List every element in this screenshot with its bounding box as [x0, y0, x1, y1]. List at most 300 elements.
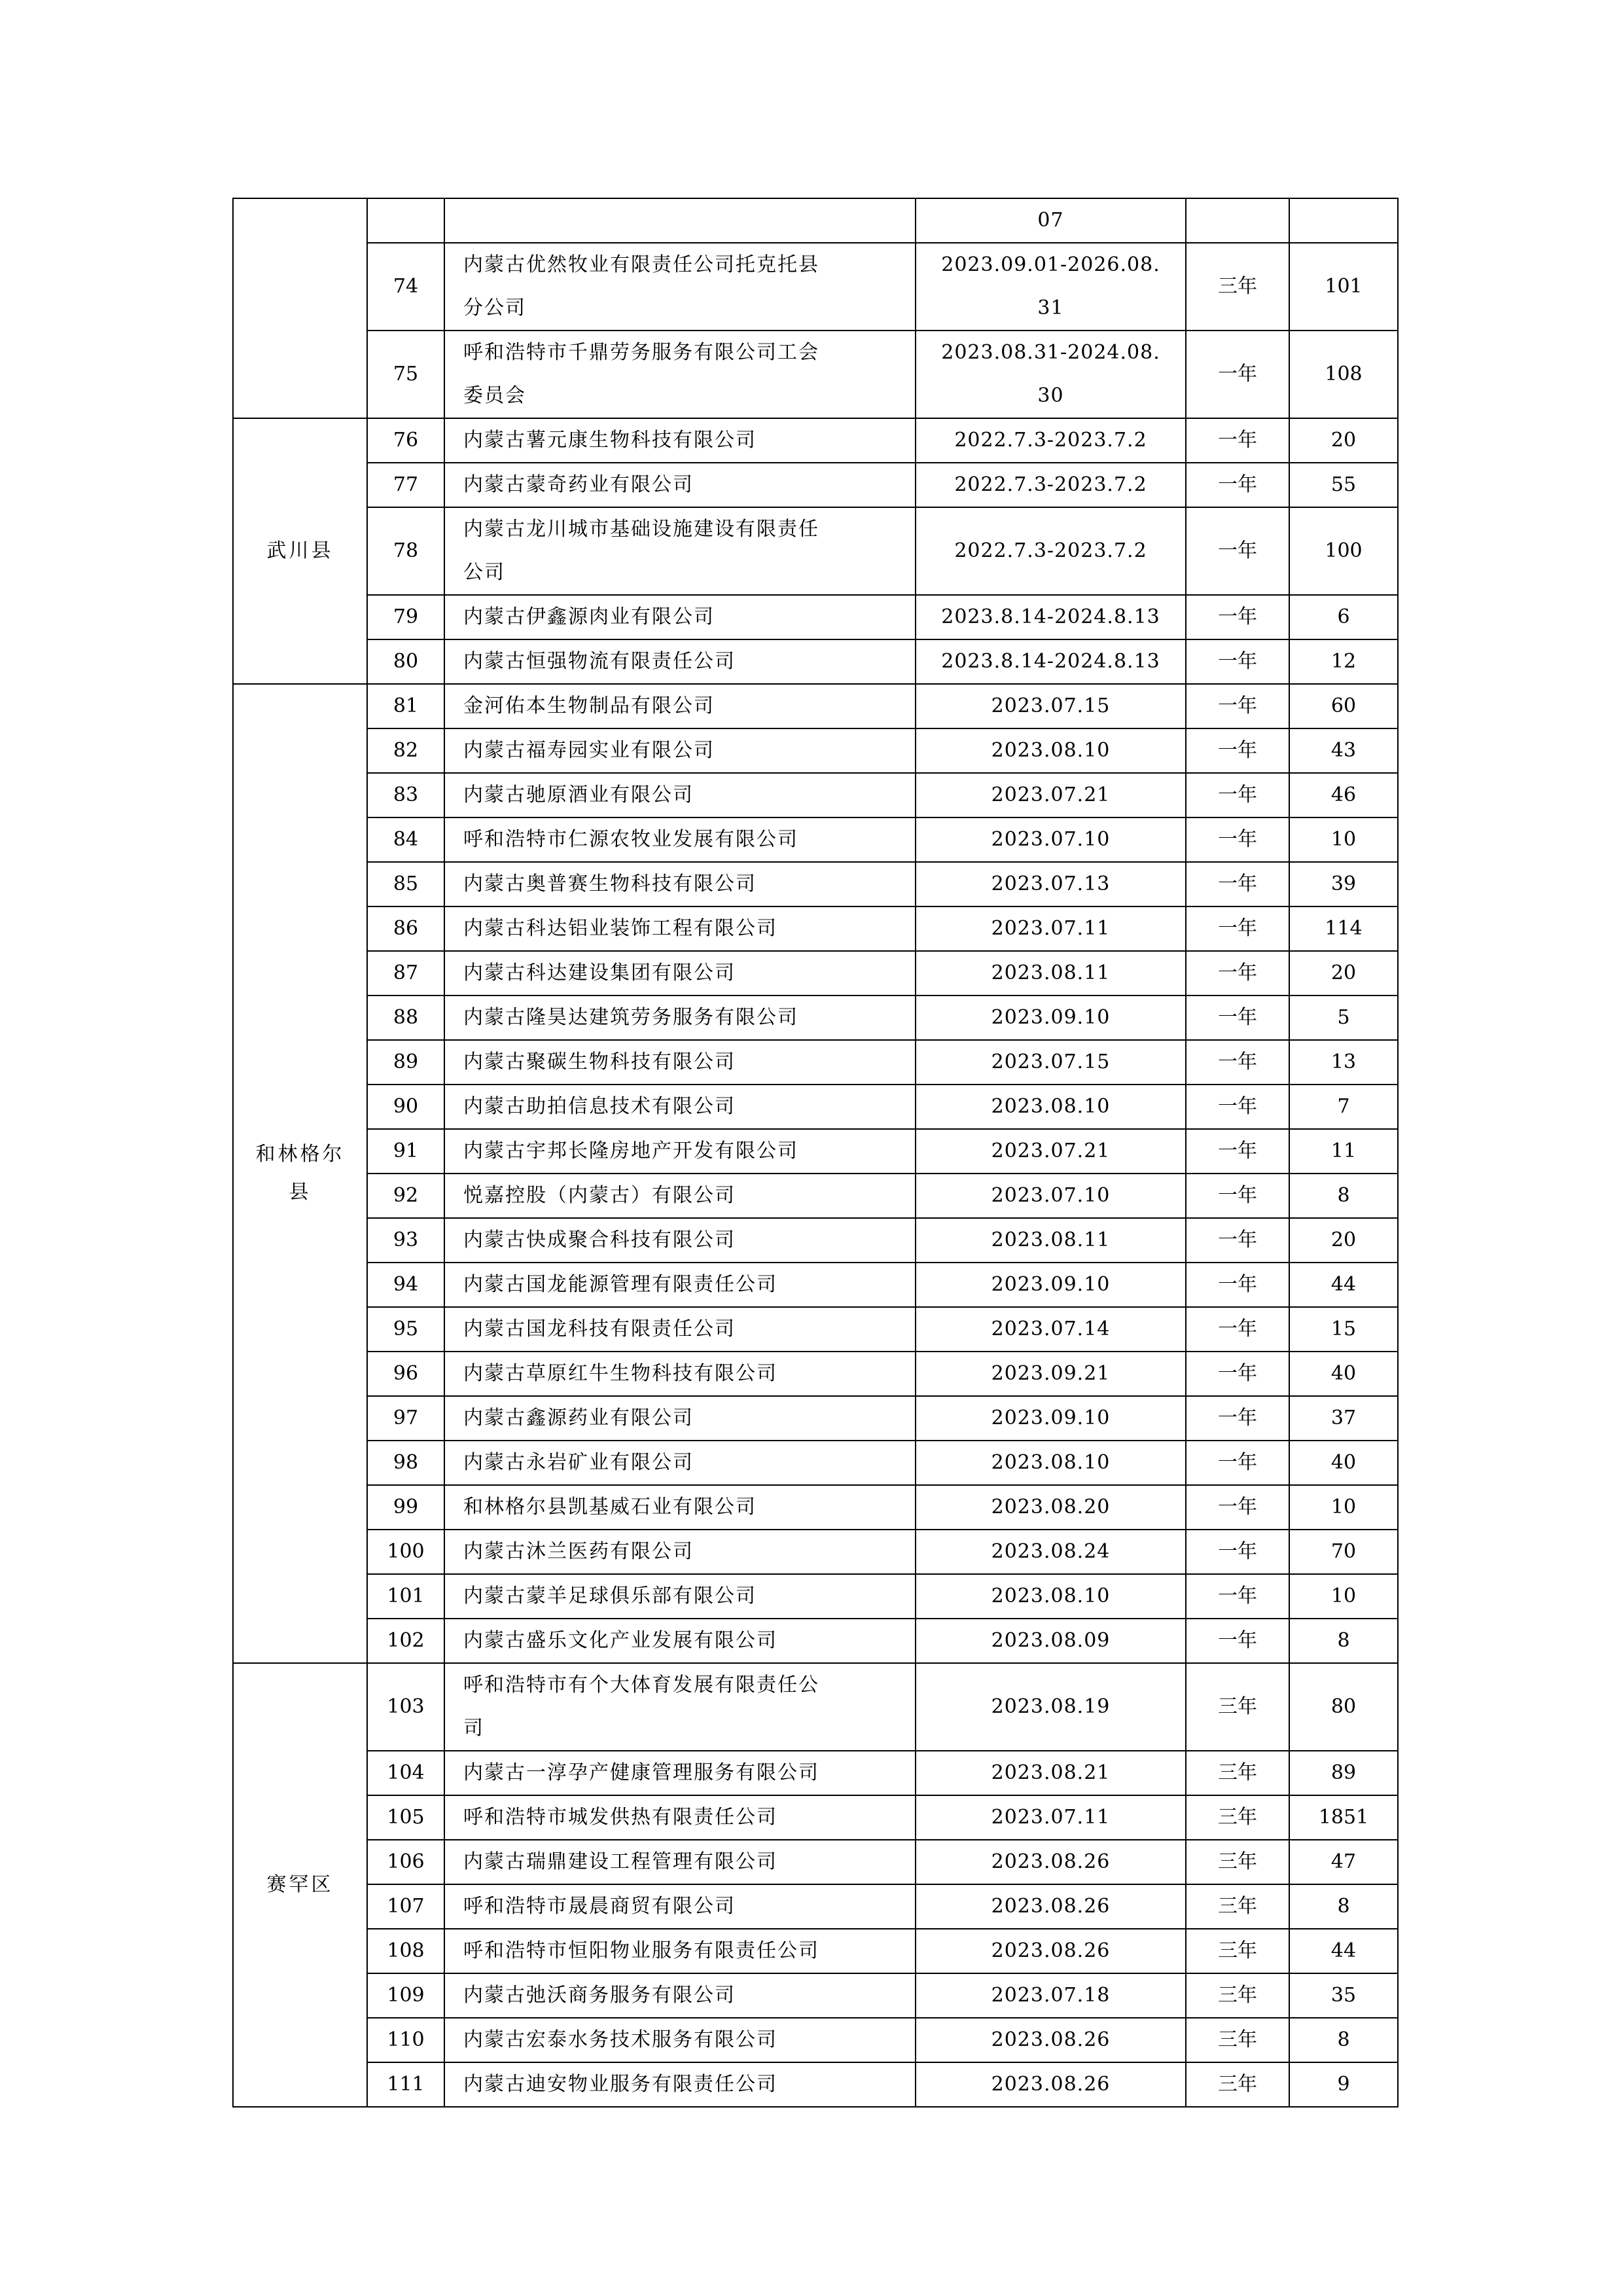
contract-period-cell	[916, 463, 1186, 507]
text-line: 2023.08.26	[991, 2028, 1111, 2051]
table-row	[233, 418, 1398, 463]
term-cell: 三年	[1186, 1840, 1289, 1884]
contract-period-cell	[916, 1663, 1186, 1751]
headcount-cell: 47	[1289, 1840, 1398, 1884]
table-row	[233, 507, 1398, 595]
headcount-cell: 101	[1289, 243, 1398, 331]
contract-period-cell	[916, 1174, 1186, 1218]
headcount-cell: 114	[1289, 906, 1398, 951]
text-line: 武川县	[266, 539, 334, 562]
table-row	[233, 862, 1398, 906]
term-cell: 一年	[1186, 1352, 1289, 1396]
company-name-cell	[444, 1530, 916, 1574]
company-name-cell	[444, 418, 916, 463]
text-line: 内蒙古草原红牛生物科技有限公司	[463, 1362, 777, 1385]
text-line: 内蒙古奥普赛生物科技有限公司	[463, 872, 757, 895]
term-cell: 三年	[1186, 243, 1289, 331]
text-line: 2023.08.26	[991, 1939, 1111, 1962]
table-row	[233, 243, 1398, 331]
text-line: 内蒙古薯元康生物科技有限公司	[463, 429, 757, 452]
serial-number-cell: 85	[367, 862, 444, 906]
text-line: 内蒙古驰原酒业有限公司	[463, 783, 694, 806]
contract-period-cell	[916, 639, 1186, 684]
company-name-cell	[444, 1263, 916, 1307]
text-line: 2023.08.10	[991, 1095, 1111, 1118]
serial-number-cell: 96	[367, 1352, 444, 1396]
headcount-cell: 70	[1289, 1530, 1398, 1574]
table-row	[233, 1574, 1398, 1619]
company-name-cell	[444, 951, 916, 996]
text-line: 2023.08.26	[991, 2073, 1111, 2096]
text-line: 分公司	[463, 296, 526, 319]
contract-period-cell	[916, 1040, 1186, 1085]
table-row	[233, 1884, 1398, 1929]
text-line: 2023.08.10	[991, 1585, 1111, 1607]
table-row	[233, 331, 1398, 418]
text-line: 30	[1037, 384, 1064, 407]
table-row	[233, 1174, 1398, 1218]
text-line: 2023.08.11	[991, 961, 1111, 984]
text-line: 2023.09.10	[991, 1407, 1111, 1429]
table-row	[233, 595, 1398, 639]
term-cell: 一年	[1186, 906, 1289, 951]
serial-number-cell: 80	[367, 639, 444, 684]
company-name-cell	[444, 1929, 916, 1973]
serial-number-cell: 94	[367, 1263, 444, 1307]
serial-number-cell: 101	[367, 1574, 444, 1619]
company-name-cell	[444, 1795, 916, 1840]
text-line: 呼和浩特市千鼎劳务服务有限公司工会	[463, 341, 819, 364]
text-line: 内蒙古迪安物业服务有限责任公司	[463, 2073, 777, 2096]
contract-period-cell	[916, 418, 1186, 463]
serial-number-cell: 111	[367, 2062, 444, 2107]
headcount-cell: 89	[1289, 1751, 1398, 1795]
serial-number-cell: 82	[367, 728, 444, 773]
company-name-cell	[444, 2062, 916, 2107]
serial-number-cell: 100	[367, 1530, 444, 1574]
contract-period-cell	[916, 243, 1186, 331]
text-line: 2022.7.3-2023.7.2	[954, 473, 1147, 496]
text-line: 内蒙古一淳孕产健康管理服务有限公司	[463, 1761, 819, 1784]
serial-number-cell: 84	[367, 817, 444, 862]
text-line: 内蒙古国龙科技有限责任公司	[463, 1318, 736, 1340]
term-cell: 三年	[1186, 1751, 1289, 1795]
headcount-cell	[1289, 198, 1398, 243]
serial-number-cell: 93	[367, 1218, 444, 1263]
term-cell: 一年	[1186, 1040, 1289, 1085]
serial-number-cell: 110	[367, 2018, 444, 2062]
headcount-cell: 15	[1289, 1307, 1398, 1352]
text-line: 内蒙古鑫源药业有限公司	[463, 1407, 694, 1429]
serial-number-cell: 102	[367, 1619, 444, 1663]
headcount-cell: 40	[1289, 1352, 1398, 1396]
company-name-cell	[444, 595, 916, 639]
text-line: 内蒙古助拍信息技术有限公司	[463, 1095, 736, 1118]
company-name-cell	[444, 862, 916, 906]
text-line: 内蒙古宇邦长隆房地产开发有限公司	[463, 1139, 798, 1162]
headcount-cell: 43	[1289, 728, 1398, 773]
contract-period-cell	[916, 331, 1186, 418]
table-row	[233, 1929, 1398, 1973]
serial-number-cell: 79	[367, 595, 444, 639]
contract-period-cell	[916, 773, 1186, 817]
table-row	[233, 773, 1398, 817]
company-name-cell	[444, 507, 916, 595]
contract-period-cell	[916, 1307, 1186, 1352]
term-cell: 一年	[1186, 1530, 1289, 1574]
term-cell	[1186, 198, 1289, 243]
headcount-cell: 8	[1289, 2018, 1398, 2062]
text-line: 内蒙古蒙奇药业有限公司	[463, 473, 694, 496]
text-line: 和林格尔县凯基威石业有限公司	[463, 1496, 757, 1518]
serial-number-cell: 98	[367, 1441, 444, 1485]
contract-period-cell	[916, 1619, 1186, 1663]
text-line: 2023.08.10	[991, 739, 1111, 762]
text-line: 2023.07.11	[991, 1806, 1111, 1829]
serial-number-cell: 99	[367, 1485, 444, 1530]
headcount-cell: 10	[1289, 1485, 1398, 1530]
text-line: 2023.08.09	[991, 1629, 1111, 1652]
company-name-cell	[444, 243, 916, 331]
contract-period-cell	[916, 1840, 1186, 1884]
company-name-cell	[444, 1441, 916, 1485]
headcount-cell: 8	[1289, 1884, 1398, 1929]
serial-number-cell: 90	[367, 1085, 444, 1129]
contract-period-cell	[916, 817, 1186, 862]
contract-period-cell	[916, 1085, 1186, 1129]
company-name-cell	[444, 1218, 916, 1263]
text-line: 内蒙古沐兰医药有限公司	[463, 1540, 694, 1563]
contract-period-cell	[916, 1574, 1186, 1619]
table-row	[233, 1129, 1398, 1174]
term-cell: 三年	[1186, 1973, 1289, 2018]
headcount-cell: 8	[1289, 1174, 1398, 1218]
company-name-cell	[444, 684, 916, 728]
headcount-cell: 80	[1289, 1663, 1398, 1751]
headcount-cell: 44	[1289, 1263, 1398, 1307]
contract-period-cell	[916, 1485, 1186, 1530]
contract-period-cell	[916, 951, 1186, 996]
text-line: 内蒙古恒强物流有限责任公司	[463, 650, 736, 673]
text-line: 委员会	[463, 384, 526, 407]
text-line: 赛罕区	[266, 1873, 334, 1896]
headcount-cell: 20	[1289, 418, 1398, 463]
headcount-cell: 40	[1289, 1441, 1398, 1485]
contract-period-cell	[916, 1441, 1186, 1485]
text-line: 内蒙古宏泰水务技术服务有限公司	[463, 2028, 777, 2051]
table-row	[233, 1663, 1398, 1751]
text-line: 2023.07.18	[991, 1984, 1111, 2007]
company-name-cell	[444, 639, 916, 684]
company-name-cell	[444, 1352, 916, 1396]
table-row	[233, 1085, 1398, 1129]
serial-number-cell: 77	[367, 463, 444, 507]
headcount-cell: 39	[1289, 862, 1398, 906]
headcount-cell: 37	[1289, 1396, 1398, 1441]
contract-period-cell	[916, 996, 1186, 1040]
term-cell: 三年	[1186, 1884, 1289, 1929]
contract-period-cell	[916, 862, 1186, 906]
company-name-cell	[444, 906, 916, 951]
term-cell: 一年	[1186, 1396, 1289, 1441]
text-line: 07	[1037, 209, 1064, 232]
headcount-cell: 1851	[1289, 1795, 1398, 1840]
text-line: 2023.07.10	[991, 1184, 1111, 1207]
term-cell: 一年	[1186, 1441, 1289, 1485]
term-cell: 三年	[1186, 2018, 1289, 2062]
text-line: 金河佑本生物制品有限公司	[463, 694, 715, 717]
table-row	[233, 2018, 1398, 2062]
company-name-cell	[444, 1574, 916, 1619]
term-cell: 一年	[1186, 1218, 1289, 1263]
serial-number-cell: 106	[367, 1840, 444, 1884]
table-row	[233, 463, 1398, 507]
headcount-cell: 10	[1289, 817, 1398, 862]
headcount-cell: 13	[1289, 1040, 1398, 1085]
serial-number-cell: 92	[367, 1174, 444, 1218]
term-cell: 一年	[1186, 773, 1289, 817]
table-row	[233, 1040, 1398, 1085]
text-line: 悦嘉控股（内蒙古）有限公司	[463, 1184, 736, 1207]
contract-period-cell	[916, 198, 1186, 243]
text-line: 2023.07.15	[991, 694, 1111, 717]
headcount-cell: 20	[1289, 1218, 1398, 1263]
text-line: 内蒙古盛乐文化产业发展有限公司	[463, 1629, 777, 1652]
company-name-cell	[444, 1085, 916, 1129]
contract-period-cell	[916, 1352, 1186, 1396]
text-line: 2023.07.21	[991, 1139, 1111, 1162]
text-line: 2023.07.13	[991, 872, 1111, 895]
table-row	[233, 951, 1398, 996]
serial-number-cell: 103	[367, 1663, 444, 1751]
text-line: 2023.08.10	[991, 1451, 1111, 1474]
term-cell: 一年	[1186, 817, 1289, 862]
contract-period-cell	[916, 2062, 1186, 2107]
text-line: 31	[1037, 296, 1064, 319]
serial-number-cell: 107	[367, 1884, 444, 1929]
company-name-cell	[444, 463, 916, 507]
term-cell: 一年	[1186, 1619, 1289, 1663]
headcount-cell: 35	[1289, 1973, 1398, 2018]
table-row	[233, 1263, 1398, 1307]
text-line: 2023.09.10	[991, 1273, 1111, 1296]
headcount-cell: 5	[1289, 996, 1398, 1040]
text-line: 内蒙古快成聚合科技有限公司	[463, 1229, 736, 1251]
text-line: 内蒙古科达建设集团有限公司	[463, 961, 736, 984]
text-line: 2023.08.24	[991, 1540, 1111, 1563]
headcount-cell: 20	[1289, 951, 1398, 996]
text-line: 内蒙古国龙能源管理有限责任公司	[463, 1273, 777, 1296]
company-name-cell	[444, 1129, 916, 1174]
text-line: 2023.07.11	[991, 917, 1111, 940]
text-line: 内蒙古瑞鼎建设工程管理有限公司	[463, 1850, 777, 1873]
company-name-cell	[444, 996, 916, 1040]
text-line: 2023.08.31-2024.08.	[941, 341, 1160, 364]
text-line: 和林格尔	[255, 1143, 345, 1166]
serial-number-cell: 104	[367, 1751, 444, 1795]
company-name-cell	[444, 817, 916, 862]
term-cell: 一年	[1186, 1307, 1289, 1352]
text-line: 内蒙古弛沃商务服务有限公司	[463, 1984, 736, 2007]
term-cell: 三年	[1186, 1795, 1289, 1840]
contract-period-cell	[916, 906, 1186, 951]
contract-period-cell	[916, 728, 1186, 773]
headcount-cell: 12	[1289, 639, 1398, 684]
headcount-cell: 60	[1289, 684, 1398, 728]
text-line: 呼和浩特市恒阳物业服务有限责任公司	[463, 1939, 819, 1962]
term-cell: 一年	[1186, 684, 1289, 728]
text-line: 呼和浩特市晟晨商贸有限公司	[463, 1895, 736, 1918]
table-row	[233, 1840, 1398, 1884]
term-cell: 一年	[1186, 728, 1289, 773]
company-name-cell	[444, 1884, 916, 1929]
region-cell	[233, 198, 367, 418]
text-line: 呼和浩特市城发供热有限责任公司	[463, 1806, 777, 1829]
table-row	[233, 1795, 1398, 1840]
contract-period-cell	[916, 1929, 1186, 1973]
region-cell	[233, 418, 367, 684]
text-line: 呼和浩特市有个大体育发展有限责任公	[463, 1674, 819, 1696]
serial-number-cell: 78	[367, 507, 444, 595]
text-line: 2023.8.14-2024.8.13	[941, 650, 1160, 673]
serial-number-cell: 76	[367, 418, 444, 463]
table-row	[233, 1973, 1398, 2018]
table-row	[233, 728, 1398, 773]
contract-period-cell	[916, 1129, 1186, 1174]
company-name-cell	[444, 1663, 916, 1751]
table-row	[233, 1307, 1398, 1352]
term-cell: 一年	[1186, 418, 1289, 463]
headcount-cell: 10	[1289, 1574, 1398, 1619]
text-line: 内蒙古龙川城市基础设施建设有限责任	[463, 518, 819, 541]
text-line: 司	[463, 1717, 484, 1740]
text-line: 内蒙古科达铝业装饰工程有限公司	[463, 917, 777, 940]
serial-number-cell: 95	[367, 1307, 444, 1352]
term-cell: 一年	[1186, 862, 1289, 906]
serial-number-cell: 83	[367, 773, 444, 817]
table-row	[233, 1619, 1398, 1663]
table-row	[233, 639, 1398, 684]
serial-number-cell: 74	[367, 243, 444, 331]
term-cell: 一年	[1186, 1574, 1289, 1619]
headcount-cell: 9	[1289, 2062, 1398, 2107]
text-line: 内蒙古福寿园实业有限公司	[463, 739, 715, 762]
table-row	[233, 1352, 1398, 1396]
company-name-cell	[444, 331, 916, 418]
serial-number-cell	[367, 198, 444, 243]
contract-period-cell	[916, 1884, 1186, 1929]
table-row	[233, 817, 1398, 862]
table-body	[233, 198, 1398, 2107]
headcount-cell: 44	[1289, 1929, 1398, 1973]
term-cell: 三年	[1186, 1663, 1289, 1751]
contract-period-cell	[916, 507, 1186, 595]
company-name-cell	[444, 2018, 916, 2062]
headcount-cell: 7	[1289, 1085, 1398, 1129]
serial-number-cell: 75	[367, 331, 444, 418]
contract-period-cell	[916, 1530, 1186, 1574]
text-line: 2023.08.26	[991, 1895, 1111, 1918]
serial-number-cell: 105	[367, 1795, 444, 1840]
contract-table	[232, 198, 1399, 2108]
headcount-cell: 46	[1289, 773, 1398, 817]
text-line: 内蒙古伊鑫源肉业有限公司	[463, 605, 715, 628]
term-cell: 一年	[1186, 1129, 1289, 1174]
term-cell: 一年	[1186, 595, 1289, 639]
text-line: 2023.8.14-2024.8.13	[941, 605, 1160, 628]
text-line: 内蒙古隆昊达建筑劳务服务有限公司	[463, 1006, 798, 1029]
serial-number-cell: 97	[367, 1396, 444, 1441]
serial-number-cell: 109	[367, 1973, 444, 2018]
text-line: 2022.7.3-2023.7.2	[954, 539, 1147, 562]
text-line: 内蒙古聚碳生物科技有限公司	[463, 1050, 736, 1073]
text-line: 2023.07.10	[991, 828, 1111, 851]
term-cell: 一年	[1186, 639, 1289, 684]
text-line: 2023.08.26	[991, 1850, 1111, 1873]
text-line: 2023.08.11	[991, 1229, 1111, 1251]
table-row	[233, 198, 1398, 243]
term-cell: 一年	[1186, 1485, 1289, 1530]
company-name-cell	[444, 1485, 916, 1530]
contract-period-cell	[916, 1396, 1186, 1441]
contract-period-cell	[916, 1973, 1186, 2018]
headcount-cell: 108	[1289, 331, 1398, 418]
company-name-cell	[444, 1840, 916, 1884]
table-row	[233, 1218, 1398, 1263]
company-name-cell	[444, 1751, 916, 1795]
region-cell	[233, 1663, 367, 2107]
contract-period-cell	[916, 1218, 1186, 1263]
headcount-cell: 55	[1289, 463, 1398, 507]
term-cell: 一年	[1186, 463, 1289, 507]
term-cell: 一年	[1186, 331, 1289, 418]
headcount-cell: 11	[1289, 1129, 1398, 1174]
term-cell: 一年	[1186, 996, 1289, 1040]
term-cell: 一年	[1186, 1085, 1289, 1129]
company-name-cell	[444, 1174, 916, 1218]
headcount-cell: 8	[1289, 1619, 1398, 1663]
company-name-cell	[444, 1040, 916, 1085]
text-line: 2023.08.19	[991, 1695, 1111, 1718]
term-cell: 一年	[1186, 1174, 1289, 1218]
table-row	[233, 1751, 1398, 1795]
company-name-cell	[444, 1619, 916, 1663]
company-name-cell	[444, 198, 916, 243]
text-line: 内蒙古永岩矿业有限公司	[463, 1451, 694, 1474]
term-cell: 三年	[1186, 2062, 1289, 2107]
text-line: 2022.7.3-2023.7.2	[954, 429, 1147, 452]
text-line: 县	[289, 1181, 312, 1204]
text-line: 2023.07.21	[991, 783, 1111, 806]
contract-period-cell	[916, 2018, 1186, 2062]
text-line: 2023.08.20	[991, 1496, 1111, 1518]
text-line: 2023.07.15	[991, 1050, 1111, 1073]
contract-period-cell	[916, 1795, 1186, 1840]
contract-period-cell	[916, 1263, 1186, 1307]
term-cell: 一年	[1186, 1263, 1289, 1307]
serial-number-cell: 108	[367, 1929, 444, 1973]
term-cell: 一年	[1186, 507, 1289, 595]
company-name-cell	[444, 1307, 916, 1352]
serial-number-cell: 81	[367, 684, 444, 728]
serial-number-cell: 91	[367, 1129, 444, 1174]
text-line: 内蒙古蒙羊足球俱乐部有限公司	[463, 1585, 757, 1607]
serial-number-cell: 87	[367, 951, 444, 996]
contract-period-cell	[916, 684, 1186, 728]
term-cell: 三年	[1186, 1929, 1289, 1973]
region-cell	[233, 684, 367, 1663]
headcount-cell: 6	[1289, 595, 1398, 639]
